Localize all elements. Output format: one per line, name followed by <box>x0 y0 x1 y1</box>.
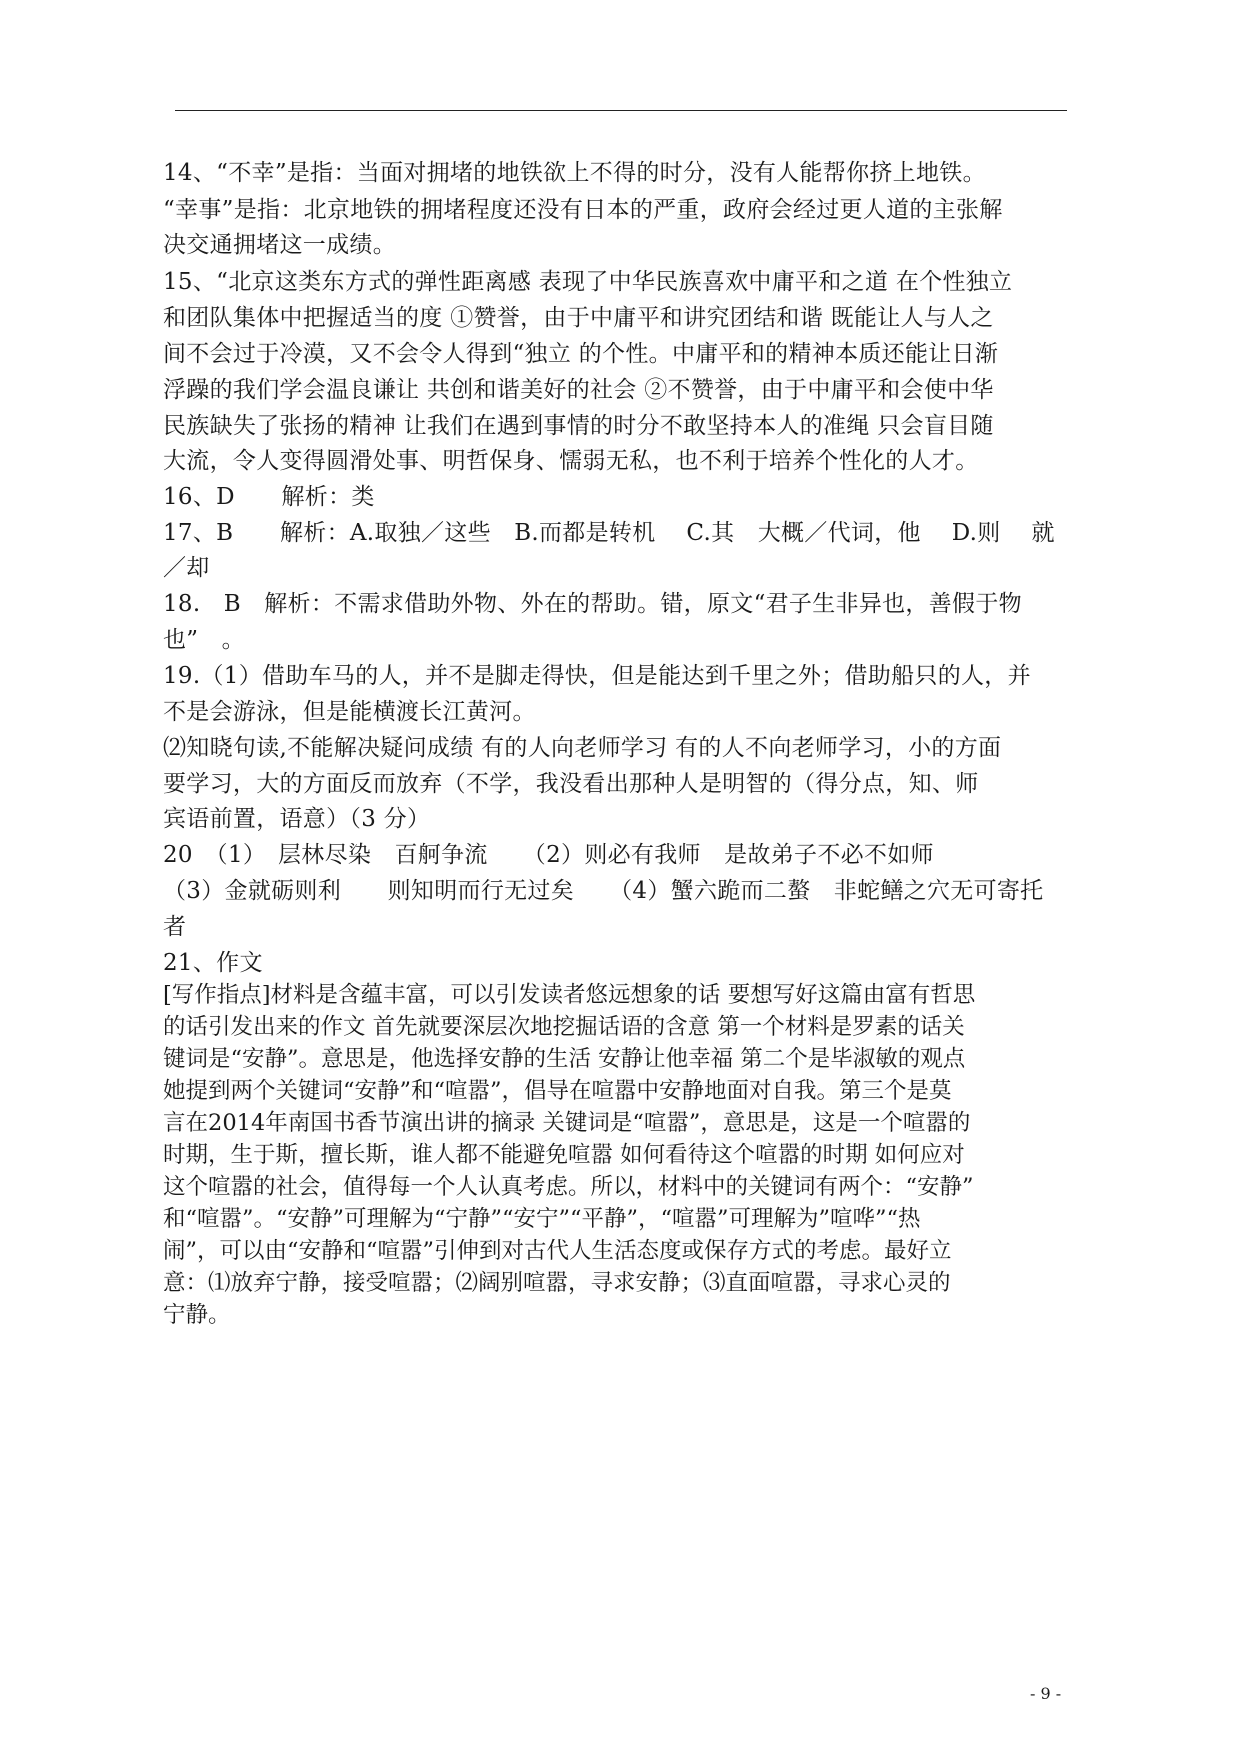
text-line: 言在2014年南国书香节演出讲的摘录 关键词是“喧嚣”，意思是，这是一个喧嚣的 <box>163 1110 971 1136</box>
text-line: 18. B 解析：不需求借助外物、外在的帮助。错，原文“君子生非异也，善假于物 <box>163 591 1022 617</box>
text-line: 者 <box>163 914 187 940</box>
text-line: 意：⑴放弃宁静，接受喧嚣；⑵阔别喧嚣，寻求安静；⑶直面喧嚣，寻求心灵的 <box>163 1270 951 1296</box>
text-line: 大流，令人变得圆滑处事、明哲保身、懦弱无私，也不利于培养个性化的人才。 <box>163 448 979 474</box>
text-line: 民族缺失了张扬的精神 让我们在遇到事情的时分不敢坚持本人的准绳 只会盲目随 <box>163 413 994 439</box>
text-line: 和团队集体中把握适当的度 ①赞誉，由于中庸平和讲究团结和谐 既能让人与人之 <box>163 305 994 331</box>
text-line: 间不会过于冷漠，又不会令人得到“独立 的个性。中庸平和的精神本质还能让日渐 <box>163 341 999 367</box>
text-line: 要学习，大的方面反而放弃（不学，我没看出那种人是明智的（得分点，知、师 <box>163 771 979 797</box>
text-line: 16、D 解析：类 <box>163 484 375 510</box>
text-line: 键词是“安静”。意思是，他选择安静的生活 安静让他幸福 第二个是毕淑敏的观点 <box>163 1046 966 1072</box>
page-number: - 9 - <box>1030 1684 1062 1703</box>
text-line: 闹”，可以由“安静和“喧嚣”引伸到对古代人生活态度或保存方式的考虑。最好立 <box>163 1238 952 1264</box>
text-line: 宾语前置，语意）（3 分） <box>163 806 431 832</box>
text-line: 和“喧嚣”。“安静”可理解为“宁静”“安宁”“平静”，“喧嚣”可理解为”喧哗”“热 <box>163 1206 921 1232</box>
text-line: “幸事”是指：北京地铁的拥堵程度还没有日本的严重，政府会经过更人道的主张解 <box>163 197 1003 223</box>
text-line: ⑵知晓句读,不能解决疑问成绩 有的人向老师学习 有的人不向老师学习，小的方面 <box>163 735 1002 761</box>
text-line: 她提到两个关键词“安静”和“喧嚣”，倡导在喧嚣中安静地面对自我。第三个是莫 <box>163 1078 952 1104</box>
text-line: 这个喧嚣的社会，值得每一个人认真考虑。所以，材料中的关键词有两个：“安静” <box>163 1174 974 1200</box>
text-line: 浮躁的我们学会温良谦让 共创和谐美好的社会 ②不赞誉，由于中庸平和会使中华 <box>163 377 994 403</box>
text-line: [写作指点]材料是含蕴丰富，可以引发读者悠远想象的话 要想写好这篇由富有哲思 <box>163 982 976 1008</box>
text-line: 的话引发出来的作文 首先就要深层次地挖掘话语的含意 第一个材料是罗素的话关 <box>163 1014 965 1040</box>
text-line: 20 （1） 层林尽染 百舸争流 （2）则必有我师 是故弟子不必不如师 <box>163 842 934 868</box>
text-line: 也” 。 <box>163 627 245 653</box>
text-line: 决交通拥堵这一成绩。 <box>163 232 396 258</box>
text-line: （3）金就砺则利 则知明而行无过矣 （4）蟹六跪而二螯 非蛇鳝之穴无可寄托 <box>163 878 1044 904</box>
text-line: 21、作文 <box>163 950 263 976</box>
text-line: 17、B 解析：A.取独／这些 B.而都是转机 C.其 大概／代词，他 D.则 就 <box>163 520 1055 546</box>
text-line: 时期，生于斯，擅长斯，谁人都不能避免喧嚣 如何看待这个喧嚣的时期 如何应对 <box>163 1142 965 1168</box>
text-line: 宁静。 <box>163 1302 231 1328</box>
text-line: 19.（1）借助车马的人，并不是脚走得快，但是能达到千里之外；借助船只的人，并 <box>163 663 1031 689</box>
header-rule <box>175 110 1067 111</box>
text-line: 不是会游泳，但是能横渡长江黄河。 <box>163 699 536 725</box>
text-line: ／却 <box>163 555 210 581</box>
text-line: 15、“北京这类东方式的弹性距离感 表现了中华民族喜欢中庸平和之道 在个性独立 <box>163 269 1013 295</box>
text-line: 14、“不幸”是指：当面对拥堵的地铁欲上不得的时分，没有人能帮你挤上地铁。 <box>163 160 986 186</box>
